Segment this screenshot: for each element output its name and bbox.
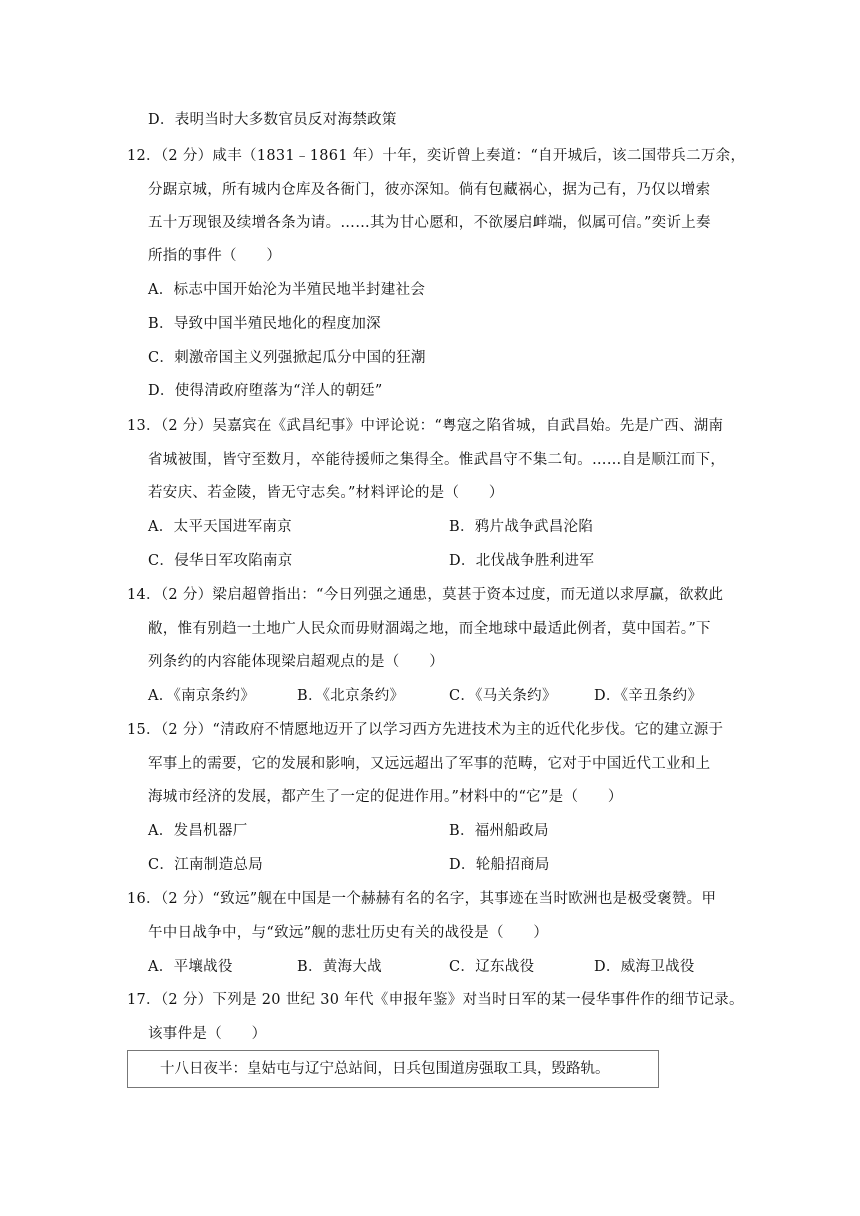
- q12-option-a: A．标志中国开始沦为半殖民地半封建社会: [148, 282, 426, 298]
- q16-stem-line-2: 午中日战争中，与“致远”舰的悲壮历史有关的战役是（ ）: [148, 925, 549, 941]
- q17-stem-line-2: 该事件是（ ）: [148, 1026, 267, 1042]
- q13-stem-line-3: 若安庆、若金陵，皆无守志矣。”材料评论的是（ ）: [148, 485, 504, 501]
- q16-option-c: C．辽东战役: [449, 959, 535, 975]
- q15-stem-line-2: 军事上的需要，它的发展和影响，又远远超出了军事的范畴，它对于中国近代工业和上: [148, 756, 711, 772]
- q12-option-c: C．刺激帝国主义列强掀起瓜分中国的狂潮: [148, 350, 426, 366]
- q14-option-a: A．《南京条约》: [148, 688, 256, 704]
- q14-stem-line-1: 14．（2 分）梁启超曾指出：“今日列强之通患，莫甚于资本过度，而无道以求厚赢，欲救此: [127, 587, 724, 603]
- q14-stem-line-3: 列条约的内容能体现梁启超观点的是（ ）: [148, 654, 444, 670]
- q14-option-b: B．《北京条约》: [297, 688, 405, 704]
- q14-option-c: C．《马关条约》: [449, 688, 557, 704]
- q14-stem-line-2: 敝，惟有别趋一土地广人民众而毋财涸竭之地，而全地球中最适此例者，莫中国若。”下: [148, 621, 711, 637]
- q17-stem-line-1: 17．（2 分）下列是 20 世纪 30 年代《申报年鉴》对当时日军的某一侵华事件作的细节记录。: [127, 992, 744, 1008]
- q16-stem-line-1: 16．（2 分）“致远”舰在中国是一个赫赫有名的名字，其事迹在当时欧洲也是极受褒赞。甲: [127, 891, 717, 907]
- q13-option-c: C．侵华日军攻陷南京: [148, 553, 293, 569]
- q15-stem-line-3: 海城市经济的发展，都产生了一定的促进作用。”材料中的“它”是（ ）: [148, 789, 623, 805]
- q17-source-text: 十八日夜半：皇姑屯与辽宁总站间，日兵包围道房强取工具，毁路轨。: [160, 1061, 610, 1077]
- q12-stem-line-1: 12．（2 分）咸丰（1831﹣1861 年）十年，奕䜣曾上奏道：“自开城后，该二国带兵二万余，: [127, 148, 746, 164]
- q16-option-b: B．黄海大战: [297, 959, 382, 975]
- q14-option-d: D．《辛丑条约》: [594, 688, 703, 704]
- q13-stem-line-1: 13．（2 分）吴嘉宾在《武昌纪事》中评论说：“粤寇之陷省城，自武昌始。先是广西、湖南: [127, 418, 724, 434]
- q12-option-b: B．导致中国半殖民地化的程度加深: [148, 316, 381, 332]
- q12-option-d: D．使得清政府堕落为“洋人的朝廷”: [148, 383, 383, 399]
- q12-stem-line-4: 所指的事件（ ）: [148, 248, 282, 264]
- q15-option-d: D．轮船招商局: [449, 857, 550, 873]
- q17-source-box: [127, 1050, 659, 1088]
- q13-option-a: A．太平天国进军南京: [148, 519, 292, 535]
- q16-option-d: D．威海卫战役: [594, 959, 695, 975]
- q11-option-d: D．表明当时大多数官员反对海禁政策: [148, 112, 397, 128]
- q13-stem-line-2: 省城被围，皆守至数月，卒能待援师之集得全。惟武昌守不集二旬。……自是顺江而下，: [148, 452, 726, 468]
- q15-option-c: C．江南制造总局: [148, 857, 263, 873]
- q15-option-a: A．发昌机器厂: [148, 823, 248, 839]
- q15-stem-line-1: 15．（2 分）“清政府不情愿地迈开了以学习西方先进技术为主的近代化步伐。它的建立源于: [127, 722, 724, 738]
- q12-stem-line-3: 五十万现银及续增各条为请。……其为甘心愿和，不欲屡启衅端，似属可信。”奕䜣上奏: [148, 215, 711, 231]
- q13-option-d: D．北伐战争胜利进军: [449, 553, 595, 569]
- q12-stem-line-2: 分踞京城，所有城内仓库及各衙门，彼亦深知。倘有包藏祸心，据为己有，乃仅以增索: [148, 182, 711, 198]
- q15-option-b: B．福州船政局: [449, 823, 549, 839]
- q13-option-b: B．鸦片战争武昌沦陷: [449, 519, 594, 535]
- q16-option-a: A．平壤战役: [148, 959, 233, 975]
